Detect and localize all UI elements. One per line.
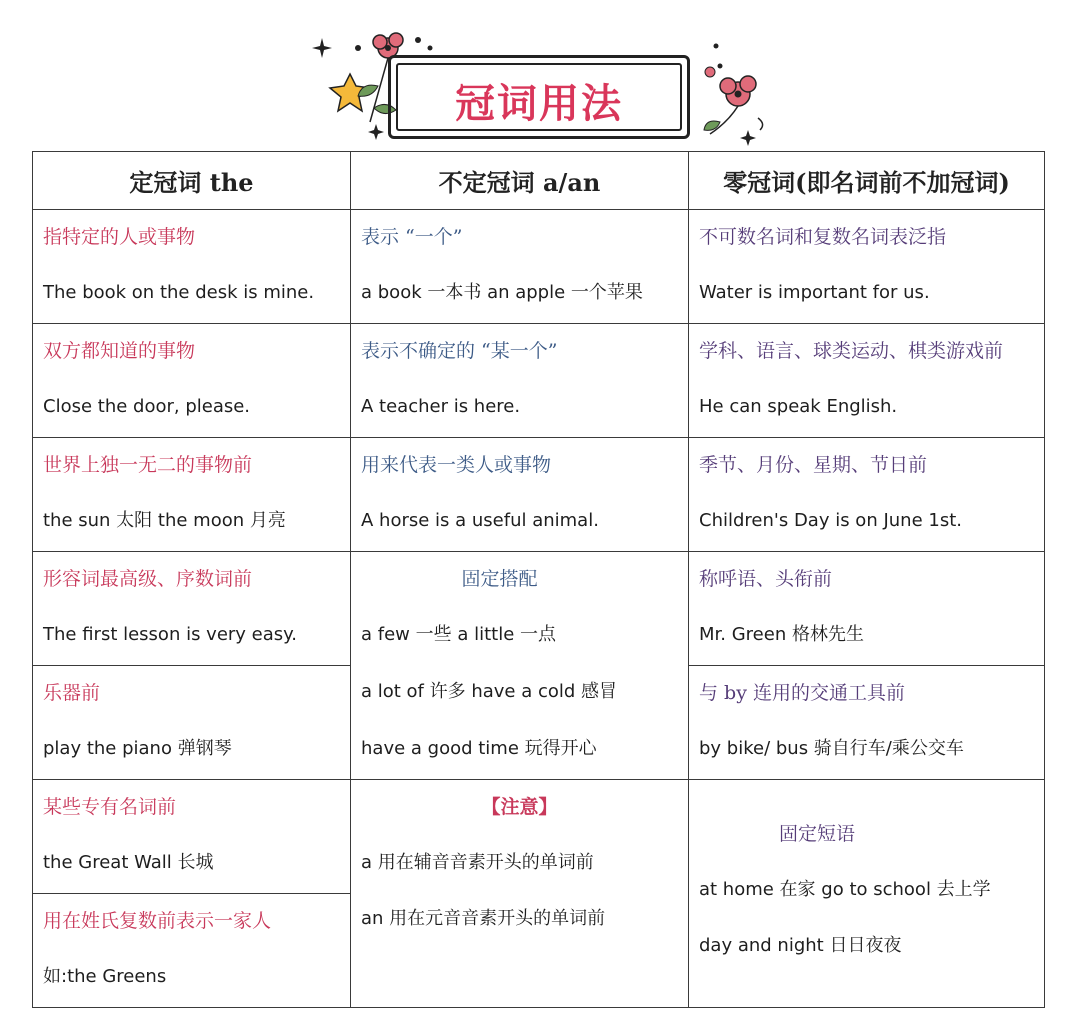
rule-label: 指特定的人或事物 — [43, 226, 196, 248]
table-cell — [33, 210, 351, 324]
table-row — [33, 210, 1045, 324]
rule-example: play the piano 弹钢琴 — [43, 738, 232, 759]
table-cell — [689, 780, 1045, 1008]
rule-example: He can speak English. — [699, 396, 898, 417]
note-line: an 用在元音音素开头的单词前 — [361, 908, 606, 929]
rule-example: 如:the Greens — [43, 966, 167, 987]
rule-example: The book on the desk is mine. — [43, 282, 315, 303]
table-cell — [689, 666, 1045, 780]
rule-label: 用在姓氏复数前表示一家人 — [43, 910, 272, 932]
table-cell — [351, 210, 689, 324]
column-header-zero: 零冠词(即名词前不加冠词) — [689, 152, 1045, 210]
table-cell — [351, 324, 689, 438]
rule-label: 季节、月份、星期、节日前 — [699, 454, 928, 476]
rule-example: day and night 日日夜夜 — [699, 935, 902, 956]
rule-label: 世界上独一无二的事物前 — [43, 454, 253, 476]
rule-label: 学科、语言、球类运动、棋类游戏前 — [699, 340, 1004, 362]
rule-example: A teacher is here. — [361, 396, 521, 417]
table-cell — [33, 438, 351, 552]
rule-example: the Great Wall 长城 — [43, 852, 214, 873]
rule-label: 表示不确定的 “某一个” — [361, 340, 558, 362]
table-cell — [351, 552, 689, 780]
rule-example: Children's Day is on June 1st. — [699, 510, 962, 531]
note-label: 【注意】 — [481, 796, 558, 818]
table-cell — [689, 438, 1045, 552]
table-cell — [689, 324, 1045, 438]
table-cell — [33, 666, 351, 780]
table-cell — [33, 780, 351, 894]
rule-example: at home 在家 go to school 去上学 — [699, 879, 991, 900]
rule-label: 乐器前 — [43, 682, 101, 704]
table-cell — [33, 894, 351, 1008]
rule-example: Water is important for us. — [699, 282, 930, 303]
rule-label: 某些专有名词前 — [43, 796, 177, 818]
table-cell — [689, 552, 1045, 666]
title-frame — [388, 55, 690, 139]
table-cell — [33, 324, 351, 438]
table-cell — [351, 780, 689, 1008]
rule-label: 用来代表一类人或事物 — [361, 454, 552, 476]
table-header-row — [33, 152, 1045, 210]
rule-label: 不可数名词和复数名词表泛指 — [699, 226, 947, 248]
rule-example: a book 一本书 an apple 一个苹果 — [361, 282, 643, 303]
table-row — [33, 780, 1045, 894]
rule-label: 与 by 连用的交通工具前 — [699, 682, 905, 704]
rule-example: A horse is a useful animal. — [361, 510, 599, 531]
table-cell — [33, 552, 351, 666]
rule-example: a lot of 许多 have a cold 感冒 — [361, 681, 618, 702]
rule-example: the sun 太阳 the moon 月亮 — [43, 510, 286, 531]
column-header-definite: 定冠词 the — [33, 152, 351, 210]
rule-label: 双方都知道的事物 — [43, 340, 196, 362]
rule-example: Close the door, please. — [43, 396, 251, 417]
rule-example: have a good time 玩得开心 — [361, 738, 597, 759]
table-row — [33, 438, 1045, 552]
table-row — [33, 324, 1045, 438]
column-header-indefinite: 不定冠词 a/an — [351, 152, 689, 210]
rule-label: 固定搭配 — [461, 568, 538, 590]
rule-label: 表示 “一个” — [361, 226, 463, 248]
rule-example: Mr. Green 格林先生 — [699, 624, 864, 645]
rule-label: 固定短语 — [779, 823, 856, 845]
article-usage-table — [32, 151, 1045, 1008]
table-row — [33, 552, 1045, 666]
page-title: 冠词用法 — [455, 81, 623, 127]
table-cell — [351, 438, 689, 552]
note-line: a 用在辅音音素开头的单词前 — [361, 852, 594, 873]
rule-label: 称呼语、头衔前 — [699, 568, 833, 590]
table-cell — [689, 210, 1045, 324]
title-banner — [0, 0, 1080, 152]
rule-label: 形容词最高级、序数词前 — [43, 568, 253, 590]
rule-example: The first lesson is very easy. — [43, 624, 297, 645]
rule-example: by bike/ bus 骑自行车/乘公交车 — [699, 738, 964, 759]
rule-example: a few 一些 a little 一点 — [361, 624, 556, 645]
